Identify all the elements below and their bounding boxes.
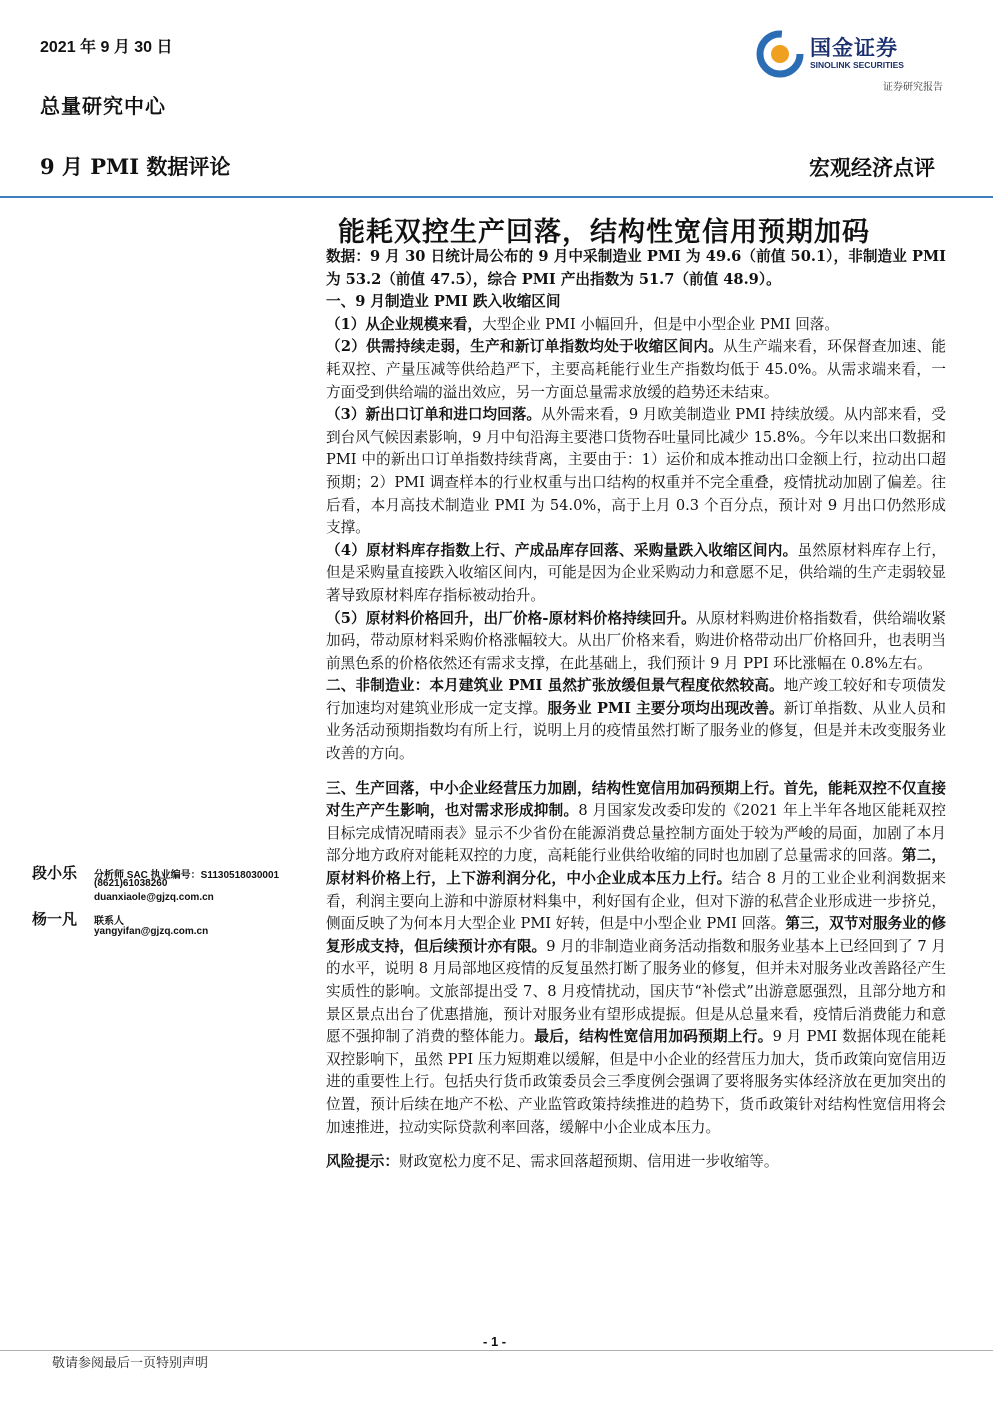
analyst-name: 段小乐 (32, 864, 78, 882)
logo-english-name: SINOLINK SECURITIES (810, 60, 904, 70)
analyst-email[interactable]: duanxiaole@gjzq.com.cn (94, 892, 214, 903)
research-center-name: 总量研究中心 (40, 94, 166, 118)
footer-divider (0, 1350, 993, 1351)
paragraph-5: （5）原材料价格回升，出厂价格-原材料价格持续回升。从原材料购进价格指数看，供给端收紧加码，带动原材料采购价格涨幅较大。从出厂价格来看，购进价格带动出厂价格回升，也表明当前黑色系的价格依然还有需求支撑，在此基础上，我们预计 9 月 PPI 环比涨幅在 0.8%左右。 (326, 609, 946, 672)
sinolink-logo (756, 30, 946, 80)
paragraph-4: （4）原材料库存指数上行、产成品库存回落、采购量跌入收缩区间内。虽然原材料库存上行，但是采购量直接跌入收缩区间内，可能是因为企业采购动力和意愿不足，供给端的生产走弱较显著导致原材料库存指标被动抬升。 (326, 541, 946, 604)
header-divider (0, 196, 993, 198)
contact-email[interactable]: yangyifan@gjzq.com.cn (94, 926, 209, 937)
securities-research-report-label: 证券研究报告 (883, 82, 943, 93)
logo-chinese-name: 国金证券 (810, 36, 898, 60)
report-title: 9 月 PMI 数据评论 (40, 154, 231, 179)
paragraph-1: （1）从企业规模来看，大型企业 PMI 小幅回升，但是中小型企业 PMI 回落。 (326, 315, 839, 333)
data-summary: 9 月 30 日统计局公布的 9 月中采制造业 PMI 为 49.6（前值 50.1），非制造业 PMI 为 53.2（前值 47.5），综合 PMI 产出指数为 51.7（前值 48.9）。 (326, 248, 946, 288)
footer-disclaimer: 敬请参阅最后一页特别声明 (52, 1356, 209, 1371)
section-3-paragraph: 三、生产回落，中小企业经营压力加剧，结构性宽信用加码预期上行。首先，能耗双控不仅直接对生产产生影响，也对需求形成抑制。8 月国家发改委印发的《2021 年上半年各地区能耗双控目标完成情况晴雨表》显示不少省份在能源消费总量控制方面处于较为严峻的局面，加剧了本月部分地方政府对能耗双控的力度，高耗能行业供给收缩的同时也加剧了总量需求的回落。第二，原材料价格上行，上下游利润分化，中小企业成本压力上行。结合 8 月的工业企业利润数据来看，利润主要向上游和中游原材料集中，利好国有企业，但对下游的私营企业形成进一步挤兑，侧面反映了为何本月大型企业 PMI 好转，但是中小型企业 PMI 回落。第三，双节对服务业的修复形成支持，但后续预计亦有限。9 月的非制造业商务活动指数和服务业基本上已经回到了 7 月的水平，说明 8 月局部地区疫情的反复虽然打断了服务业的修复，但并未对服务业改善路径产生实质性的影响。文旅部提出受 7、8 月疫情扰动，国庆节“补偿式”出游意愿强烈，且部分地方和景区景点出台了优惠措施，预计对服务业有望形成提振。但是从总量来看，疫情后消费能力和意愿不强抑制了消费的整体能力。最后，结构性宽信用加码预期上行。9 月 PMI 数据体现在能耗双控影响下，虽然 PPI 压力短期难以缓解，但是中小企业的经营压力加大，货币政策向宽信用迈进的重要性上行。包括央行货币政策委员会三季度例会强调了要将服务实体经济放在更加突出的位置，预计后续在地产不松、产业监管政策持续推进的趋势下，货币政策针对结构性宽信用将会加速推进，拉动实际贷款利率回落，缓解中小企业成本压力。 (326, 779, 946, 1136)
headline: 能耗双控生产回落，结构性宽信用预期加码 (338, 217, 870, 248)
report-body (326, 246, 946, 1174)
page-number: - 1 - (483, 1334, 507, 1349)
paragraph-2: （2）供需持续走弱，生产和新订单指数均处于收缩区间内。从生产端来看，环保督查加速、能耗双控、产量压减等供给趋严下，主要高耗能行业生产指数均低于 45.0%。从需求端来看，一方面受到供给端的溢出效应，另一方面总量需求放缓的趋势还未结束。 (326, 338, 946, 401)
report-type: 宏观经济点评 (809, 155, 935, 180)
data-paragraph (326, 246, 946, 291)
sinolink-logo-icon (756, 30, 804, 78)
data-label: 数据： (326, 248, 370, 265)
section-1-heading: 一、9 月制造业 PMI 跌入收缩区间 (326, 293, 561, 311)
section-2-paragraph: 二、非制造业：本月建筑业 PMI 虽然扩张放缓但景气程度依然较高。地产竣工较好和专项债发行加速均对建筑业形成一定支撑。服务业 PMI 主要分项均出现改善。新订单指数、从业人员和业务活动预期指数均有所上行，说明上月的疫情虽然打断了服务业的修复，但是并未改变服务业改善的方向。 (326, 677, 946, 763)
contact-role: 联系人 (94, 916, 124, 927)
paragraph-3: （3）新出口订单和进口均回落。从外需来看，9 月欧美制造业 PMI 持续放缓。从内部来看，受到台风气候因素影响，9 月中旬沿海主要港口货物吞吐量同比减少 15.8%。今年以来出口数据和 PMI 中的新出口订单指数持续背离，主要由于：1）运价和成本推动出口金额上行，拉动出口超预期；2）PMI 调查样本的行业权重与出口结构的权重并不完全重叠，疫情扰动加剧了偏差。往后看，本月高技术制造业 PMI 为 54.0%，高于上月 0.3 个百分点，预计对 9 月出口仍然形成支撑。 (326, 406, 947, 537)
analyst-sac-number: 分析师 SAC 执业编号：S1130518030001 (94, 870, 280, 881)
report-date: 2021 年 9 月 30 日 (40, 39, 173, 56)
analyst-phone: (8621)61038260 (94, 878, 168, 889)
contact-name: 杨一凡 (32, 910, 78, 928)
risk-warning: 风险提示：财政宽松力度不足、需求回落超预期、信用进一步收缩等。 (326, 1153, 779, 1171)
